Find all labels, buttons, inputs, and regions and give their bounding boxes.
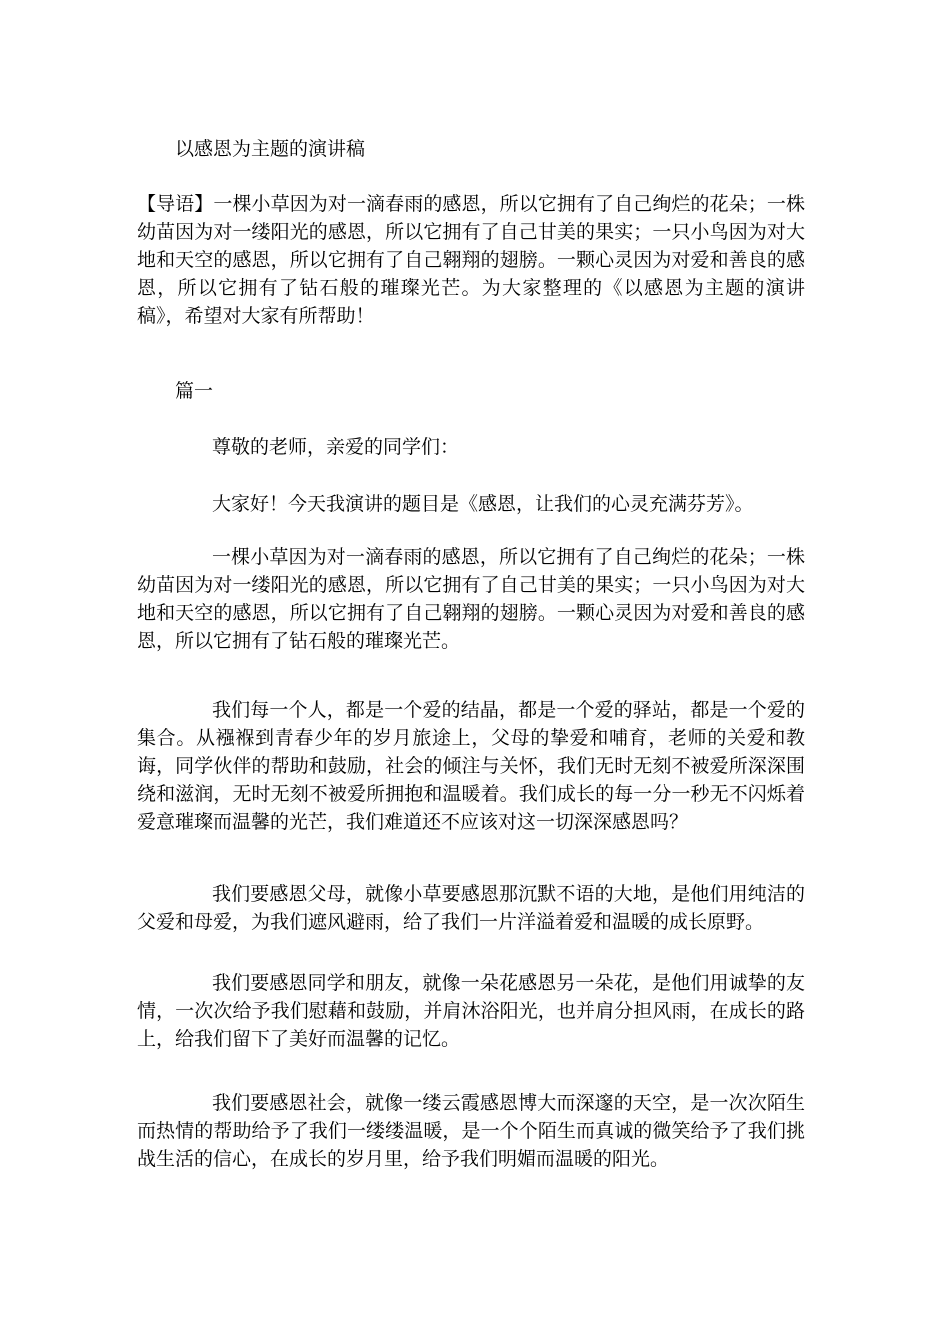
body-paragraph: 我们要感恩父母，就像小草要感恩那沉默不语的大地，是他们用纯洁的父爱和母爱，为我们遮风避雨，给了我们一片洋溢着爱和温暖的成长原野。 <box>137 883 805 933</box>
body-paragraph: 我们要感恩社会，就像一缕云霞感恩博大而深邃的天空，是一次次陌生而热情的帮助给予了我们一缕缕温暖，是一个个陌生而真诚的微笑给予了我们挑战生活的信心，在成长的岁月里，给予我们明媚而温暖的阳光。 <box>137 1092 805 1170</box>
section-heading: 篇一 <box>175 380 214 402</box>
page-title: 以感恩为主题的演讲稿 <box>175 138 366 160</box>
body-paragraph: 一棵小草因为对一滴春雨的感恩，所以它拥有了自己绚烂的花朵；一株幼苗因为对一缕阳光的感恩，所以它拥有了自己甘美的果实；一只小鸟因为对大地和天空的感恩，所以它拥有了自己翱翔的翅膀。一颗心灵因为对爱和善良的感恩，所以它拥有了钻石般的璀璨光芒。 <box>137 546 805 652</box>
opening-line: 大家好！今天我演讲的题目是《感恩，让我们的心灵充满芬芳》。 <box>212 493 754 515</box>
intro-paragraph: 【导语】一棵小草因为对一滴春雨的感恩，所以它拥有了自己绚烂的花朵；一株幼苗因为对一缕阳光的感恩，所以它拥有了自己甘美的果实；一只小鸟因为对大地和天空的感恩，所以它拥有了自己翱翔的翅膀。一颗心灵因为对爱和善良的感恩，所以它拥有了钻石般的璀璨光芒。为大家整理的《以感恩为主题的演讲稿》，希望对大家有所帮助！ <box>137 193 805 327</box>
body-paragraph: 我们要感恩同学和朋友，就像一朵花感恩另一朵花，是他们用诚挚的友情，一次次给予我们慰藉和鼓励，并肩沐浴阳光，也并肩分担风雨，在成长的路上，给我们留下了美好而温馨的记忆。 <box>137 972 805 1050</box>
body-paragraph: 我们每一个人，都是一个爱的结晶，都是一个爱的驿站，都是一个爱的集合。从襁褓到青春少年的岁月旅途上，父母的挚爱和哺育，老师的关爱和教诲，同学伙伴的帮助和鼓励，社会的倾注与关怀，我们无时无刻不被爱所深深围绕和滋润，无时无刻不被爱所拥抱和温暖着。我们成长的每一分一秒无不闪烁着爱意璀璨而温馨的光芒，我们难道还不应该对这一切深深感恩吗？ <box>137 699 805 833</box>
greeting-line: 尊敬的老师，亲爱的同学们： <box>212 436 460 458</box>
